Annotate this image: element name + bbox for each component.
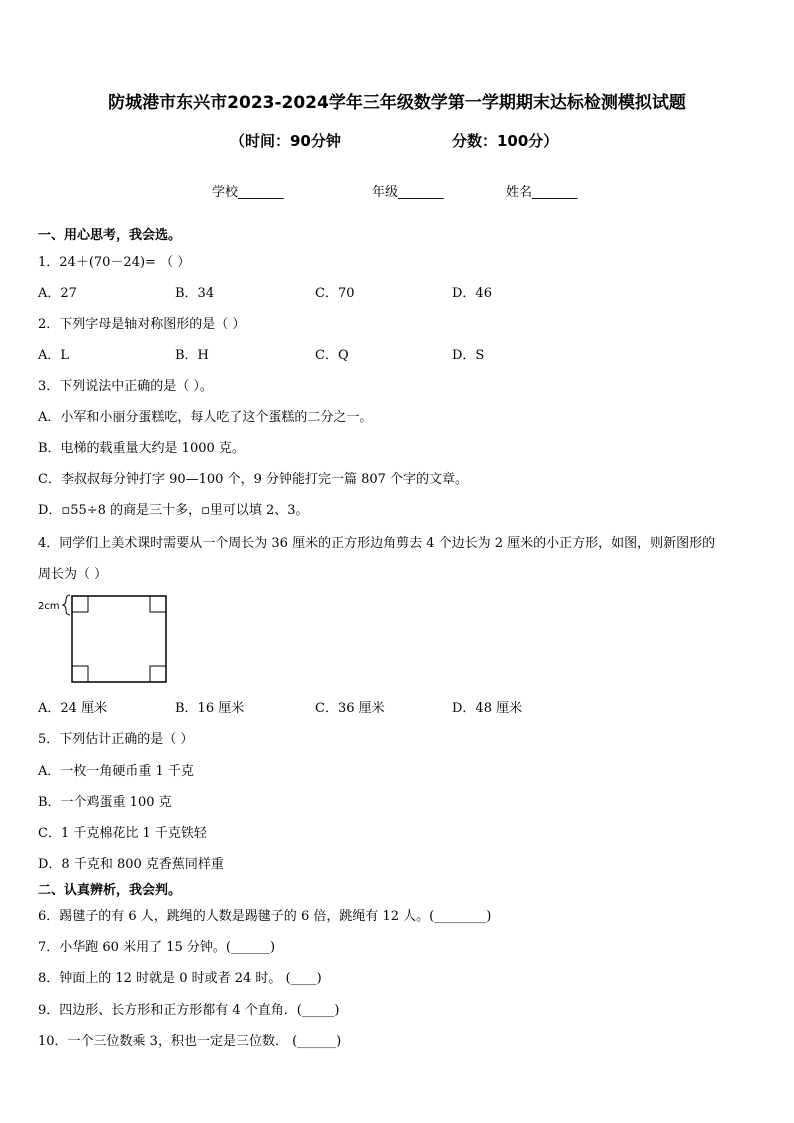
q4-option-c[interactable]: C．36 厘米 — [315, 701, 385, 716]
q2-option-a[interactable]: A．L — [38, 348, 70, 363]
question-4-stem-line2: 周长为（ ） — [38, 567, 108, 582]
exam-time: （时间：90分钟 — [230, 132, 341, 150]
q3-option-a[interactable]: A．小军和小丽分蛋糕吃，每人吃了这个蛋糕的二分之一。 — [38, 410, 373, 425]
question-8[interactable]: 8．钟面上的 12 时就是 0 时或者 24 时。 (____) — [38, 971, 322, 986]
q5-option-c[interactable]: C．1 千克棉花比 1 千克铁轻 — [38, 826, 207, 841]
exam-score: 分数：100分） — [452, 132, 559, 150]
q4-option-b[interactable]: B．16 厘米 — [175, 701, 245, 716]
q5-option-d[interactable]: D．8 千克和 800 克香蕉同样重 — [38, 857, 224, 872]
question-7[interactable]: 7．小华跑 60 米用了 15 分钟。(______) — [38, 940, 276, 955]
q1-option-c[interactable]: C．70 — [315, 286, 355, 301]
question-6[interactable]: 6．踢毽子的有 6 人，跳绳的人数是踢毽子的 6 倍，跳绳有 12 人。(________) — [38, 909, 492, 924]
question-1-stem: 1．24＋(70－24)= （ ） — [38, 255, 191, 270]
q5-option-b[interactable]: B．一个鸡蛋重 100 克 — [38, 795, 172, 810]
q3-option-b[interactable]: B．电梯的载重量大约是 1000 克。 — [38, 441, 245, 456]
question-2-stem: 2．下列字母是轴对称图形的是（ ） — [38, 317, 246, 332]
q2-option-c[interactable]: C．Q — [315, 348, 349, 363]
q4-option-d[interactable]: D．48 厘米 — [452, 701, 523, 716]
corner-square-bl — [72, 666, 88, 682]
grade-field[interactable]: 年级_______ — [372, 185, 444, 200]
section-2-heading: 二、认真辨析，我会判。 — [38, 883, 182, 898]
big-square — [72, 596, 166, 682]
q3-option-d[interactable]: D．▫55÷8 的商是三十多，▫里可以填 2、3。 — [38, 503, 309, 518]
section-1-heading: 一、用心思考，我会选。 — [38, 228, 182, 243]
school-field[interactable]: 学校_______ — [212, 185, 284, 200]
corner-square-tl — [72, 596, 88, 612]
question-5-stem: 5．下列估计正确的是（ ） — [38, 732, 194, 747]
q2-option-b[interactable]: B．H — [175, 348, 209, 363]
page-title: 防城港市东兴市2023-2024学年三年级数学第一学期期末达标检测模拟试题 — [108, 93, 686, 113]
q3-option-c[interactable]: C．李叔叔每分钟打字 90—100 个，9 分钟能打完一篇 807 个字的文章。 — [38, 472, 469, 487]
name-field[interactable]: 姓名_______ — [506, 185, 578, 200]
q5-option-a[interactable]: A．一枚一角硬币重 1 千克 — [38, 764, 194, 779]
q1-option-d[interactable]: D．46 — [452, 286, 492, 301]
square-corners-figure — [38, 590, 178, 694]
question-9[interactable]: 9．四边形、长方形和正方形都有 4 个直角．(_____) — [38, 1003, 340, 1018]
question-3-stem: 3．下列说法中正确的是（ ）。 — [38, 379, 213, 394]
q2-option-d[interactable]: D．S — [452, 348, 485, 363]
question-10[interactable]: 10．一个三位数乘 3，积也一定是三位数． (______) — [38, 1034, 342, 1049]
q1-option-b[interactable]: B．34 — [175, 286, 215, 301]
brace-mark — [63, 595, 70, 615]
q1-option-a[interactable]: A．27 — [38, 286, 77, 301]
figure-label-2cm: 2cm — [38, 601, 60, 612]
q4-option-a[interactable]: A．24 厘米 — [38, 701, 108, 716]
corner-square-br — [150, 666, 166, 682]
question-4-stem-line1: 4．同学们上美术课时需要从一个周长为 36 厘米的正方形边角剪去 4 个边长为 2 厘米的小正方形，如图，则新图形的 — [38, 536, 716, 551]
corner-square-tr — [150, 596, 166, 612]
